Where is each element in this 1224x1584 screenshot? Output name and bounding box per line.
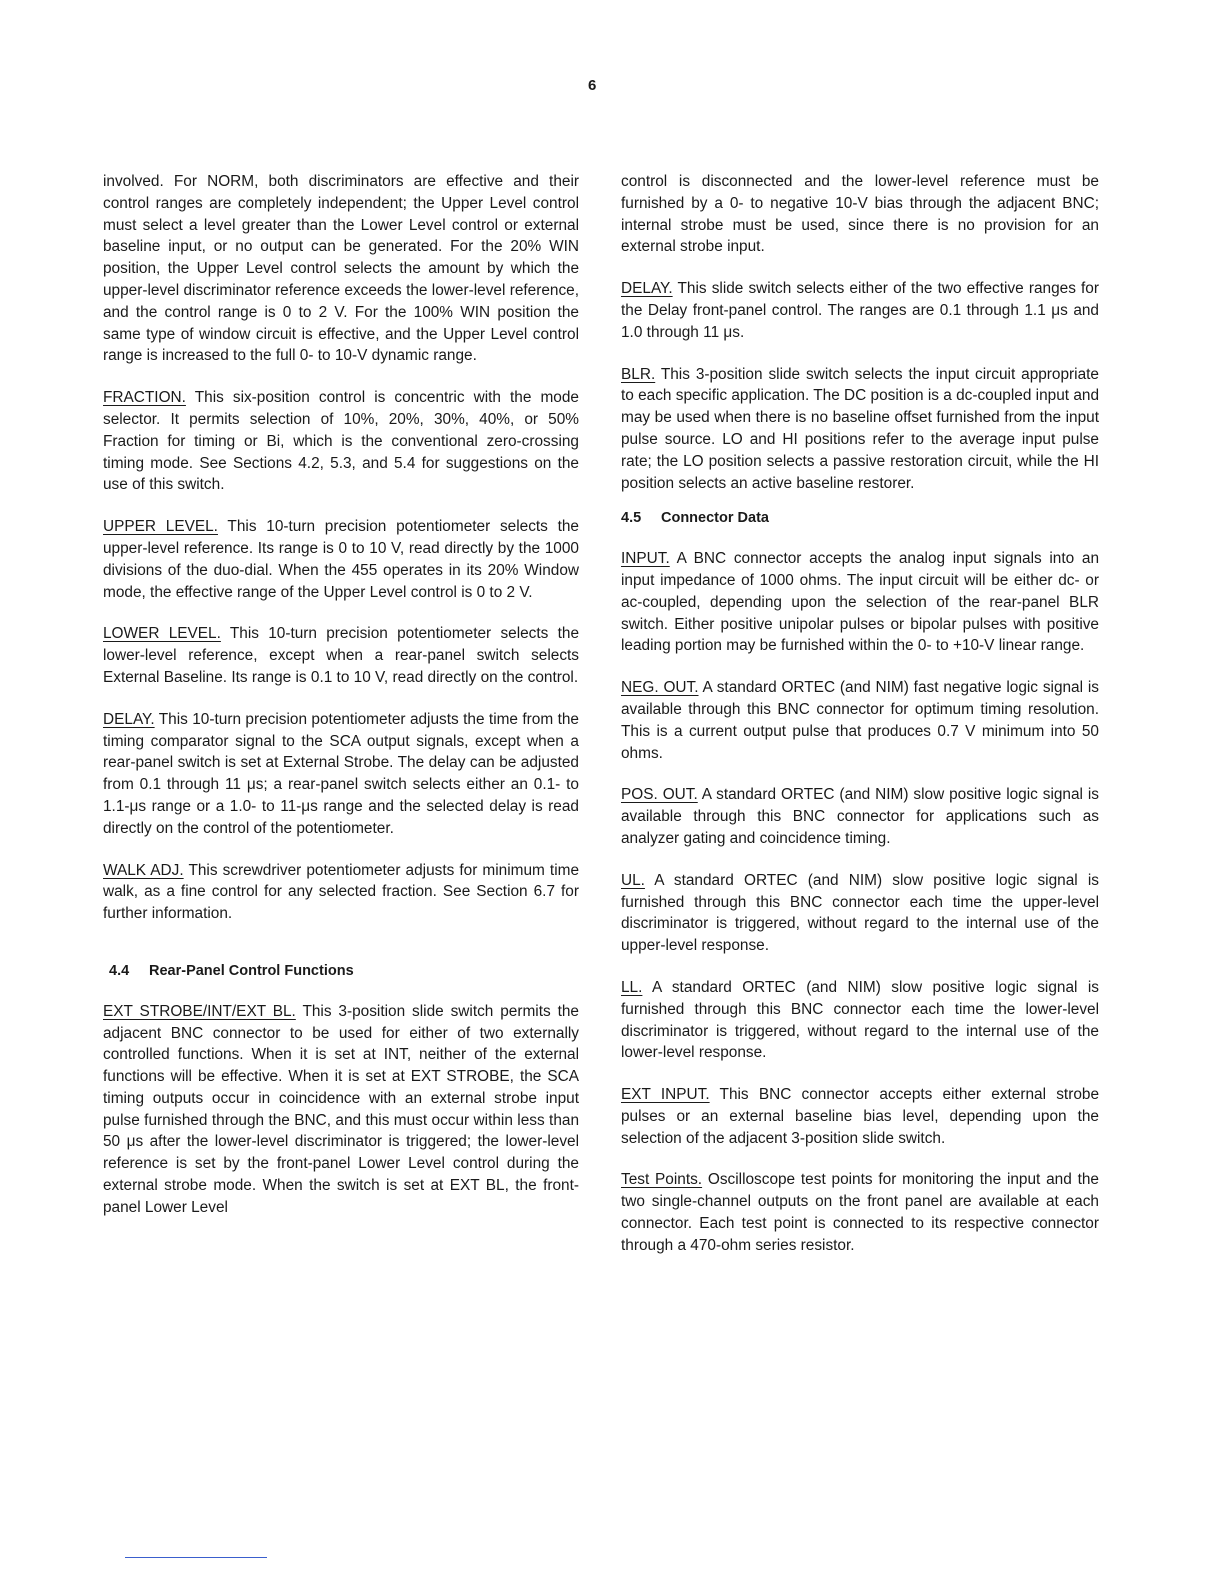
paragraph-ll [621,977,1099,1064]
paragraph-ext-bl-continued: control is disconnected and the lower-level reference must be furnished by a 0- to negative 10-V bias through the adjacent BNC; internal strobe must be used, since there is no provision for an external strobe input. [621,173,1099,256]
paragraph-blr [621,364,1099,495]
paragraph-ext-strobe [103,1001,579,1219]
paragraph-pos-out [621,784,1099,849]
text-ext-input: This BNC connector accepts either external strobe pulses or an external baseline bias level, depending upon the selection of the adjacent 3-position slide switch. [621,1086,1099,1147]
section-number-4-4: 4.4 [109,962,130,979]
text-fraction: This six-position control is concentric with the mode selector. It permits selection of 10%, 20%, 30%, 40%, or 50% Fraction for timing or Bi, which is the conventional zero-crossing timing mode. See Sections 4.2, 5.3, and 5.4 for suggestions on the use of this switch. [103,389,579,494]
term-lower-level: LOWER LEVEL. [103,625,221,643]
term-pos-out: POS. OUT. [621,786,698,804]
paragraph-mode-continued: involved. For NORM, both discriminators are effective and their control ranges are completely independent; the Upper Level control must select a level greater than the Lower Level control or external baseline input, or no output can be generated. For the 20% WIN position, the Upper Level control selects the amount by which the upper-level discriminator reference exceeds the lower-level reference, and the control range is 0 to 2 V. For the 100% WIN position the same type of window circuit is effective, and the Upper Level control range is increased to the full 0- to 10-V dynamic range. [103,173,579,365]
footnote-rule [125,1557,267,1558]
paragraph-walk-adj [103,860,579,925]
text-ul: A standard ORTEC (and NIM) slow positive logic signal is furnished through this BNC connector each time the upper-level discriminator is triggered, without regard to the internal use of the upper-level response. [621,871,1099,955]
page-number: 6 [588,77,597,94]
term-ext-strobe: EXT STROBE/INT/EXT BL. [103,1002,296,1020]
paragraph-delay-front [103,709,579,840]
term-walk-adj: WALK ADJ. [103,861,184,879]
term-delay-front: DELAY. [103,710,155,728]
paragraph-lower-level [103,623,579,688]
term-fraction: FRACTION. [103,389,186,407]
text-input: A BNC connector accepts the analog input signals into an input impedance of 1000 ohms. The input circuit will be either dc- or ac-coupled, depending upon the selection of the rear-panel BLR switch. Either positive unipolar pulses or bipolar pulses with positive leading portion may be furnished within the 0- to +10-V linear range. [621,550,1099,655]
term-upper-level: UPPER LEVEL. [103,518,218,536]
term-ul: UL. [621,871,645,889]
term-test-points: Test Points. [621,1171,703,1189]
text-neg-out: A standard ORTEC (and NIM) fast negative logic signal is available through this BNC connector for optimum timing resolution. This is a current output pulse that produces 0.7 V minimum into 50 ohms. [621,679,1099,762]
text-lower-level: This 10-turn precision potentiometer selects the lower-level reference, except when a rear-panel switch selects External Baseline. Its range is 0.1 to 10 V, read directly on the control. [103,625,579,686]
paragraph-ul [621,870,1099,957]
paragraph-fraction [103,387,579,496]
term-delay-rear: DELAY. [621,280,673,298]
paragraph-delay-rear [621,278,1099,343]
term-neg-out: NEG. OUT. [621,679,699,697]
left-column [103,171,579,1239]
term-ext-input: EXT INPUT. [621,1086,710,1104]
paragraph-ext-input [621,1084,1099,1149]
text-walk-adj: This screwdriver potentiometer adjusts for minimum time walk, as a fine control for any selected fraction. See Section 6.7 for further information. [103,861,580,923]
term-blr: BLR. [621,365,656,383]
text-delay-rear: This slide switch selects either of the two effective ranges for the Delay front-panel control. The ranges are 0.1 through 1.1 μs and 1.0 through 11 μs. [621,280,1099,341]
text-ext-strobe: This 3-position slide switch permits the adjacent BNC connector to be used for either of two externally controlled functions. When it is set at INT, neither of the external functions will be effective. When it is set at EXT STROBE, the SCA timing outputs occur in coincidence with an external strobe input pulse furnished through the BNC, and this must occur within less than 50 μs after the lower-level discriminator is triggered; the lower-level reference is set by the front-panel Lower Level control during the external strobe mode. When the switch is set at EXT BL, the front-panel Lower Level [103,1002,579,1216]
section-heading-4-5 [621,508,1099,530]
paragraph-neg-out [621,677,1099,764]
paragraph-input [621,548,1099,657]
section-title-4-4: Rear-Panel Control Functions [149,962,354,979]
term-input: INPUT. [621,550,670,568]
section-number-4-5: 4.5 [621,510,642,527]
paragraph-test-points [621,1169,1099,1256]
text-delay-front: This 10-turn precision potentiometer adjusts the time from the timing comparator signal to the SCA output signals, except when a rear-panel switch is set at External Strobe. The delay can be adjusted from 0.1 through 11 μs; a rear-panel switch selects either an 0.1- to 1.1-μs range or a 1.0- to 11-μs range and the selected delay is read directly on the control of the potentiometer. [103,710,579,837]
right-column [621,171,1099,1277]
text-test-points: Oscilloscope test points for monitoring the input and the two single-channel outputs on the front panel are available at each connector. Each test point is connected to its respective connector through a 470-ohm series resistor. [621,1171,1099,1254]
section-title-4-5: Connector Data [661,510,769,527]
text-blr: This 3-position slide switch selects the input circuit appropriate to each specific application. The DC position is a dc-coupled input and may be used when there is no baseline offset furnished from the input pulse source. LO and HI positions refer to the average input pulse rate; the LO position selects a passive restoration circuit, while the HI position selects an active baseline restorer. [621,365,1099,492]
text-ll: A standard ORTEC (and NIM) slow positive logic signal is furnished through this BNC connector each time the lower-level discriminator is triggered, without regard to the internal use of the lower-level response. [621,978,1099,1062]
paragraph-upper-level [103,516,579,603]
text-upper-level: This 10-turn precision potentiometer selects the upper-level reference. Its range is 0 to 10 V, read directly by the 1000 divisions of the duo-dial. When the 455 operates in its 20% Window mode, the effective range of the Upper Level control is 0 to 2 V. [103,518,579,601]
section-heading-4-4 [109,961,579,983]
term-ll: LL. [621,978,643,996]
text-pos-out: A standard ORTEC (and NIM) slow positive logic signal is available through this BNC connector for applications such as analyzer gating and coincidence timing. [621,786,1099,847]
